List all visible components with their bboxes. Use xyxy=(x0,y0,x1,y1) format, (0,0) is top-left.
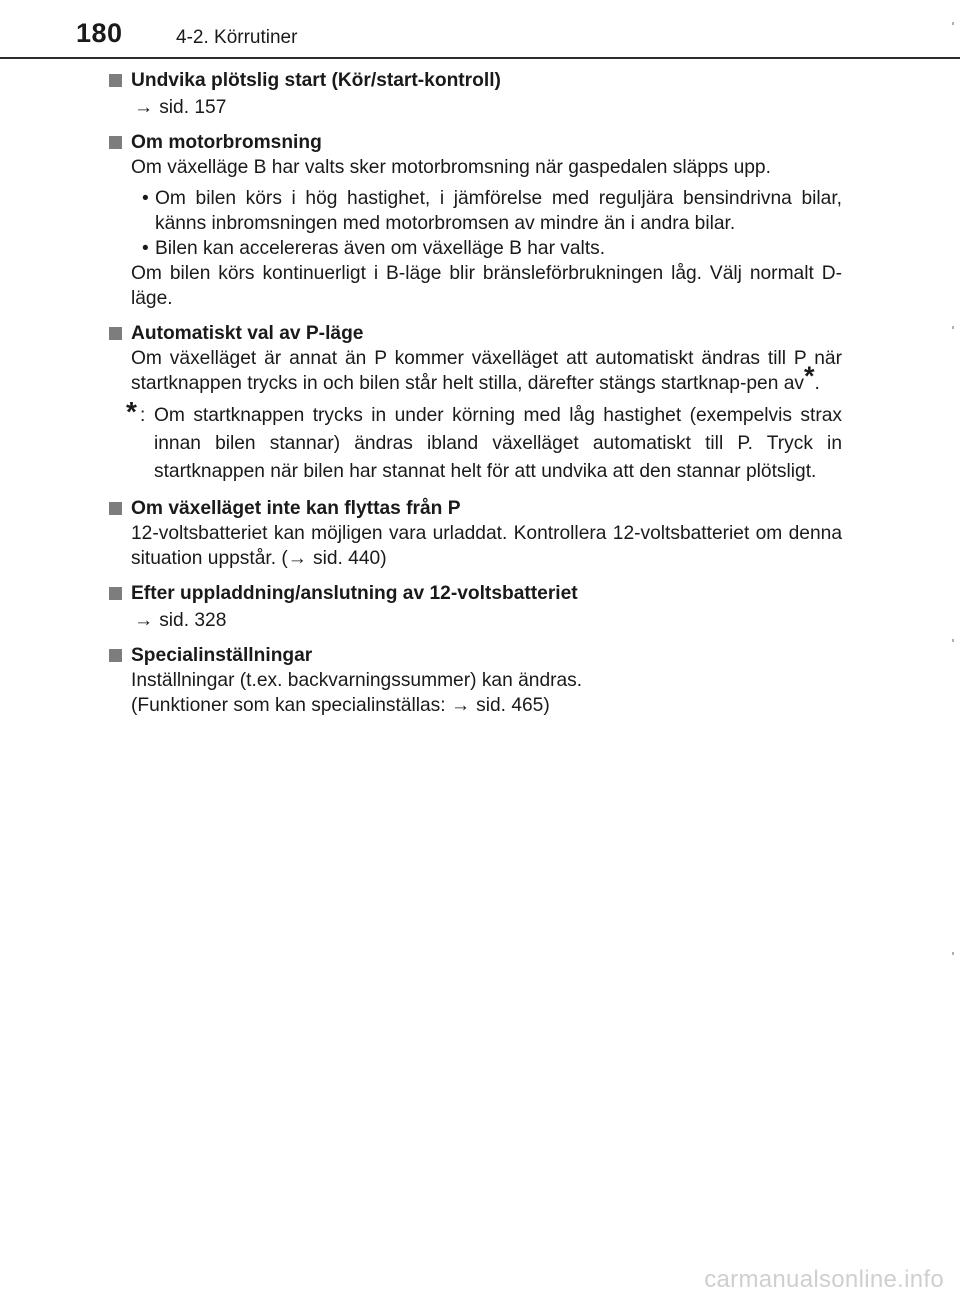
footnote: * : Om startknappen trycks in under körning med låg hastighet (exempelvis strax innan bilen stannar) ändras ibland växelläget automatiskt till P. Tryck in startknappen när bilen har stannat helt för att undvika att den stannar plötsligt. xyxy=(126,396,842,482)
section-heading: Om motorbromsning xyxy=(106,130,842,155)
square-bullet-icon xyxy=(109,136,122,149)
square-bullet-icon xyxy=(109,649,122,662)
section-sudden-start xyxy=(106,68,842,120)
section-custom-settings xyxy=(106,643,842,718)
edge-tick xyxy=(952,326,954,329)
chapter-title: 4-2. Körrutiner xyxy=(176,27,298,48)
paragraph: Om växelläget är annat än P kommer växelläget att automatiskt ändras till P när startknappen trycks in och bilen står helt stilla, därefter stängs startknap-pen av*. xyxy=(131,348,842,394)
section-battery-charging xyxy=(106,581,842,633)
paragraph: Inställningar (t.ex. backvarningssummer) kan ändras. xyxy=(131,670,583,691)
page-number: 180 xyxy=(76,18,123,48)
edge-tick xyxy=(952,952,954,955)
page-header xyxy=(0,0,960,58)
section-heading: Om växelläget inte kan flyttas från P xyxy=(106,496,842,521)
page-reference: → sid. 328 xyxy=(134,610,227,631)
section-heading: Automatiskt val av P-läge xyxy=(106,321,842,346)
arrow-right-icon: → xyxy=(134,610,154,631)
footnote-colon: : xyxy=(140,405,146,426)
square-bullet-icon xyxy=(109,74,122,87)
section-engine-braking xyxy=(106,130,842,311)
paragraph: Om växelläge B har valts sker motorbromsning när gaspedalen släpps upp. xyxy=(131,157,771,178)
section-shift-from-p xyxy=(106,496,842,571)
arrow-right-icon: → xyxy=(134,97,154,118)
paragraph: Om bilen körs kontinuerligt i B-läge blir bränsleförbrukningen låg. Välj normalt D-läge. xyxy=(131,263,842,309)
edge-tick xyxy=(952,22,954,25)
bullet-dot-icon: • xyxy=(142,188,149,209)
bullet-dot-icon: • xyxy=(142,238,149,259)
list-item: • Om bilen körs i hög hastighet, i jämförelse med reguljära bensindrivna bilar, känns inbromsningen med motorbromsen av mindre än i andra bilar. xyxy=(142,188,842,234)
paragraph: (Funktioner som kan specialinställas: → sid. 465) xyxy=(131,695,550,716)
arrow-right-icon: → xyxy=(450,695,471,716)
list-item: • Bilen kan accelereras även om växelläge B har valts. xyxy=(142,238,606,259)
page-content xyxy=(106,62,842,718)
footnote-marker: * xyxy=(803,361,815,391)
arrow-right-icon: → xyxy=(287,548,307,569)
header-divider xyxy=(0,57,960,59)
page-reference: → sid. 157 xyxy=(134,97,227,118)
bullet-list xyxy=(106,186,842,261)
paragraph: 12-voltsbatteriet kan möjligen vara urladdat. Kontrollera 12-voltsbatteriet om denna situation uppstår. (→ sid. 440) xyxy=(131,523,842,569)
square-bullet-icon xyxy=(109,327,122,340)
square-bullet-icon xyxy=(109,587,122,600)
section-heading: Specialinställningar xyxy=(106,643,842,668)
section-auto-p-position xyxy=(106,321,842,486)
watermark-text[interactable]: carmanualsonline.info xyxy=(704,1266,944,1293)
section-heading: Efter uppladdning/anslutning av 12-voltsbatteriet xyxy=(106,581,842,606)
square-bullet-icon xyxy=(109,502,122,515)
footnote-star: * xyxy=(126,396,137,427)
edge-tick xyxy=(952,639,954,642)
section-heading: Undvika plötslig start (Kör/start-kontroll) xyxy=(106,68,842,93)
